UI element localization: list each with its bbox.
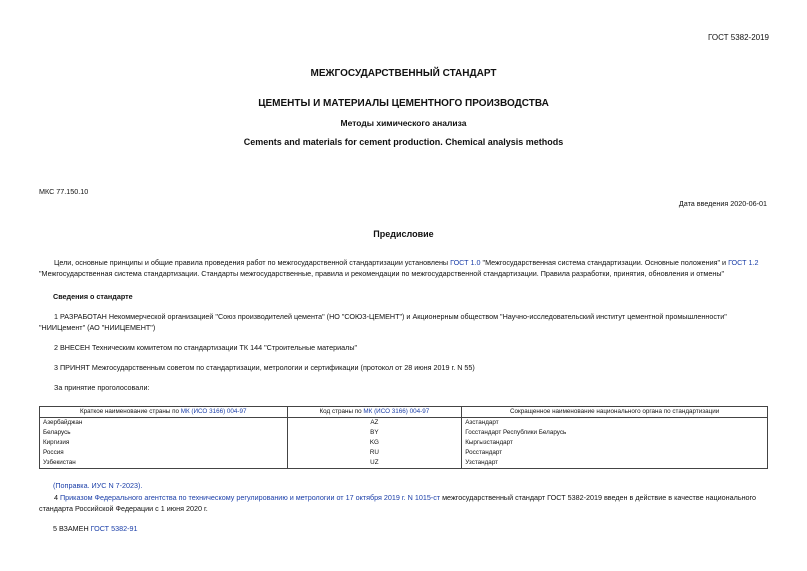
- item-1-line2: "НИИЦемент" (АО "НИИЦЕМЕНТ"): [39, 323, 156, 332]
- table-row: [40, 448, 768, 458]
- country-name: Беларусь: [40, 428, 288, 438]
- item-4-line2: стандарта Российской Федерации с 1 июня 2020 г.: [39, 504, 208, 513]
- table-row: [40, 438, 768, 448]
- table-header-country: Краткое наименование страны по МК (ИСО 3166) 004-97: [40, 407, 288, 418]
- country-code: UZ: [287, 458, 462, 469]
- country-name: Россия: [40, 448, 288, 458]
- voting-states-table: [39, 406, 768, 469]
- gost-1-2-link[interactable]: ГОСТ 1.2: [728, 258, 759, 267]
- correction-link[interactable]: (Поправка. ИУС N 7-2023).: [53, 481, 143, 490]
- voted-label: За принятие проголосовали:: [54, 383, 150, 392]
- item-5: 5 ВЗАМЕН ГОСТ 5382-91: [53, 524, 138, 533]
- document-code: ГОСТ 5382-2019: [708, 33, 769, 42]
- country-code: BY: [287, 428, 462, 438]
- mk-iso-3166-link[interactable]: МК (ИСО 3166) 004-97: [180, 408, 247, 415]
- table-row: [40, 458, 768, 469]
- country-code: RU: [287, 448, 462, 458]
- preface-paragraph-line2: "Межгосударственная система стандартизации. Стандарты межгосударственные, правила и рекомендации по межгосударственной стандартизации. Правила разработки, принятия, обновления и отмены": [39, 269, 725, 278]
- table-header-row: [40, 407, 768, 418]
- preface-text: "Межгосударственная система стандартизации. Основные положения" и: [480, 258, 729, 267]
- standards-body: Кыргызстандарт: [462, 438, 768, 448]
- document-title-en: Cements and materials for cement production. Chemical analysis methods: [243, 137, 564, 147]
- standards-body: Азстандарт: [462, 418, 768, 429]
- rosstandart-order-link[interactable]: Приказом Федерального агентства по техническому регулированию и метрологии от 17 октября 2019 г. N 1015-ст: [60, 493, 441, 502]
- table-header-body: Сокращенное наименование национального органа по стандартизации: [462, 407, 768, 418]
- country-name: Узбекистан: [40, 458, 288, 469]
- item-4-text: межгосударственный стандарт ГОСТ 5382-2019 введен в действие в качестве национального: [440, 493, 756, 502]
- table-row: [40, 428, 768, 438]
- item-1-line1: 1 РАЗРАБОТАН Некоммерческой организацией "Союз производителей цемента" (НО "СОЮЗ-ЦЕМЕНТ") и Акционерным обществом "Научно-исследовательский институт цементной промышленности": [54, 312, 727, 321]
- country-code: AZ: [287, 418, 462, 429]
- standards-body: Узстандарт: [462, 458, 768, 469]
- country-name: Азербайджан: [40, 418, 288, 429]
- mk-iso-3166-link[interactable]: МК (ИСО 3166) 004-97: [363, 408, 430, 415]
- preface-text: Цели, основные принципы и общие правила проведения работ по межгосударственной стандартизации установлены: [54, 258, 451, 267]
- preface-heading: Предисловие: [373, 229, 434, 239]
- correction-note: [53, 480, 768, 491]
- standards-body: Росстандарт: [462, 448, 768, 458]
- country-name: Киргизия: [40, 438, 288, 448]
- gost-5382-91-link[interactable]: ГОСТ 5382-91: [90, 524, 138, 533]
- item-2: 2 ВНЕСЕН Техническим комитетом по стандартизации ТК 144 "Строительные материалы": [54, 343, 358, 352]
- document-title-ru: ЦЕМЕНТЫ И МАТЕРИАЛЫ ЦЕМЕНТНОГО ПРОИЗВОДСТВА: [258, 98, 549, 109]
- mks-code: МКС 77.150.10: [39, 187, 89, 196]
- standard-type-title: МЕЖГОСУДАРСТВЕННЫЙ СТАНДАРТ: [310, 68, 497, 79]
- document-subtitle-ru: Методы химического анализа: [340, 118, 467, 128]
- preface-paragraph-line1: [39, 257, 768, 268]
- standards-body: Госстандарт Республики Беларусь: [462, 428, 768, 438]
- standard-info-heading: Сведения о стандарте: [53, 292, 133, 301]
- gost-1-0-link[interactable]: ГОСТ 1.0: [450, 258, 481, 267]
- country-code: KG: [287, 438, 462, 448]
- item-4-line1: 4 Приказом Федерального агентства по техническому регулированию и метрологии от 17 октября 2019 г. N 1015-ст межгосударственный стандарт ГОСТ 5382-2019 введен в действие в качестве национального: [54, 493, 756, 502]
- item-3: 3 ПРИНЯТ Межгосударственным советом по стандартизации, метрологии и сертификации (протокол от 28 июня 2019 г. N 55): [54, 363, 475, 372]
- table-row: [40, 418, 768, 429]
- table-header-code: Код страны по МК (ИСО 3166) 004-97: [287, 407, 462, 418]
- introduction-date: Дата введения 2020-06-01: [678, 199, 767, 208]
